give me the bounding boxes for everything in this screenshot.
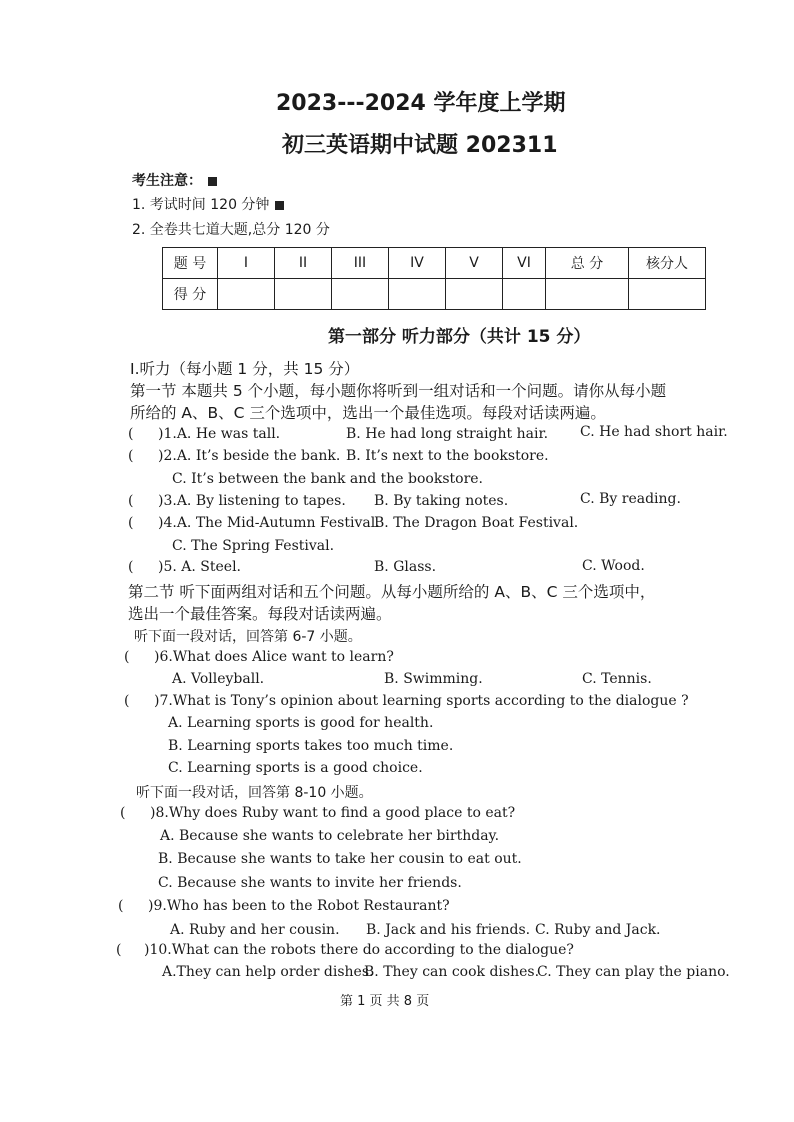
bullet-square-icon	[208, 177, 217, 186]
score-input-cell[interactable]	[546, 279, 629, 310]
table-cell: IV	[389, 248, 446, 279]
option-c: C. The Spring Festival.	[172, 538, 335, 554]
table-cell: I	[218, 248, 275, 279]
title-line-2: 初三英语期中试题 202311	[282, 133, 558, 158]
option-c: C. Wood.	[582, 558, 645, 574]
score-input-cell[interactable]	[629, 279, 706, 310]
table-cell: VI	[503, 248, 546, 279]
question-10: ( )10.What can the robots there do according to the dialogue?	[116, 942, 574, 958]
question-4: ( )4.A. The Mid-Autumn Festival.	[128, 515, 380, 531]
section2-intro-line1: 第二节 听下面两组对话和五个问题。从每小题所给的 A、B、C 三个选项中，	[128, 583, 656, 601]
score-input-cell[interactable]	[446, 279, 503, 310]
question-7: ( )7.What is Tony’s opinion about learning sports according to the dialogue ?	[124, 693, 689, 709]
part1-heading: 第一部分 听力部分（共计 15 分）	[328, 327, 591, 347]
option-c: C. He had short hair.	[580, 424, 728, 440]
option-a: A. Volleyball.	[172, 671, 265, 687]
answer-blank[interactable]: (	[120, 805, 126, 821]
option-b: B. They can cook dishes.	[364, 964, 540, 980]
score-table-header-row	[163, 248, 706, 279]
answer-blank[interactable]: (	[124, 649, 130, 665]
table-cell: 题 号	[163, 248, 218, 279]
question-9: ( )9.Who has been to the Robot Restaurant?	[118, 898, 450, 914]
question-1: ( )1.A. He was tall.	[128, 426, 281, 442]
answer-blank[interactable]: (	[128, 493, 134, 509]
answer-blank[interactable]: (	[124, 693, 130, 709]
dialog2-intro: 听下面一段对话，回答第 8-10 小题。	[136, 785, 373, 801]
table-cell: V	[446, 248, 503, 279]
option-c: C. Learning sports is a good choice.	[168, 760, 423, 776]
option-b: B. He had long straight hair.	[346, 426, 549, 442]
option-c: C. Ruby and Jack.	[535, 922, 661, 938]
question-3: ( )3.A. By listening to tapes.	[128, 493, 346, 509]
score-input-cell[interactable]	[332, 279, 389, 310]
option-b: B. Because she wants to take her cousin to eat out.	[158, 851, 522, 867]
question-2: ( )2.A. It’s beside the bank.	[128, 448, 341, 464]
option-b: B. Jack and his friends.	[366, 922, 531, 938]
question-8: ( )8.Why does Ruby want to find a good place to eat?	[120, 805, 516, 821]
answer-blank[interactable]: (	[128, 426, 134, 442]
score-table	[162, 247, 706, 310]
section1-intro-line2: 所给的 A、B、C 三个选项中，选出一个最佳选项。每段对话读两遍。	[130, 404, 606, 422]
notice-item-2: 2. 全卷共七道大题,总分 120 分	[132, 222, 330, 238]
question-6: ( )6.What does Alice want to learn?	[124, 649, 394, 665]
page-number: 第 1 页 共 8 页	[340, 994, 430, 1009]
option-b: B. Glass.	[374, 559, 437, 575]
table-cell: 总 分	[546, 248, 629, 279]
section2-intro-line2: 选出一个最佳答案。每段对话读两遍。	[128, 605, 392, 623]
answer-blank[interactable]: (	[128, 448, 134, 464]
notice-item-1: 1. 考试时间 120 分钟	[132, 194, 284, 214]
notice-label: 考生注意：	[132, 170, 217, 190]
question-5: ( )5. A. Steel.	[128, 559, 241, 575]
option-a: A.They can help order dishes.	[162, 964, 374, 980]
option-c: C. Tennis.	[582, 671, 652, 687]
answer-blank[interactable]: (	[118, 898, 124, 914]
bullet-square-icon	[275, 201, 284, 210]
answer-blank[interactable]: (	[128, 559, 134, 575]
option-c: C. Because she wants to invite her friends.	[158, 875, 462, 891]
option-c: C. By reading.	[580, 491, 681, 507]
section1-intro-line1: 第一节 本题共 5 个小题，每小题你将听到一组对话和一个问题。请你从每小题	[130, 382, 667, 400]
dialog1-intro: 听下面一段对话，回答第 6-7 小题。	[134, 629, 362, 645]
option-c: C. It’s between the bank and the bookstore.	[172, 471, 484, 487]
option-a: A. Ruby and her cousin.	[170, 922, 340, 938]
answer-blank[interactable]: (	[116, 942, 122, 958]
table-cell: II	[275, 248, 332, 279]
option-b: B. It’s next to the bookstore.	[346, 448, 549, 464]
table-cell: 核分人	[629, 248, 706, 279]
option-a: A. Because she wants to celebrate her birthday.	[160, 828, 500, 844]
option-a: A. Learning sports is good for health.	[168, 715, 434, 731]
table-cell: 得 分	[163, 279, 218, 310]
title-line-1: 2023---2024 学年度上学期	[276, 91, 566, 116]
score-input-cell[interactable]	[503, 279, 546, 310]
score-input-cell[interactable]	[218, 279, 275, 310]
score-input-cell[interactable]	[275, 279, 332, 310]
option-b: B. Swimming.	[384, 671, 483, 687]
option-b: B. Learning sports takes too much time.	[168, 738, 454, 754]
option-b: B. The Dragon Boat Festival.	[374, 515, 579, 531]
answer-blank[interactable]: (	[128, 515, 134, 531]
option-b: B. By taking notes.	[374, 493, 509, 509]
score-input-cell[interactable]	[389, 279, 446, 310]
score-table-score-row	[163, 279, 706, 310]
section-title: I.听力（每小题 1 分，共 15 分）	[130, 360, 360, 378]
option-c: C. They can play the piano.	[537, 964, 730, 980]
table-cell: III	[332, 248, 389, 279]
